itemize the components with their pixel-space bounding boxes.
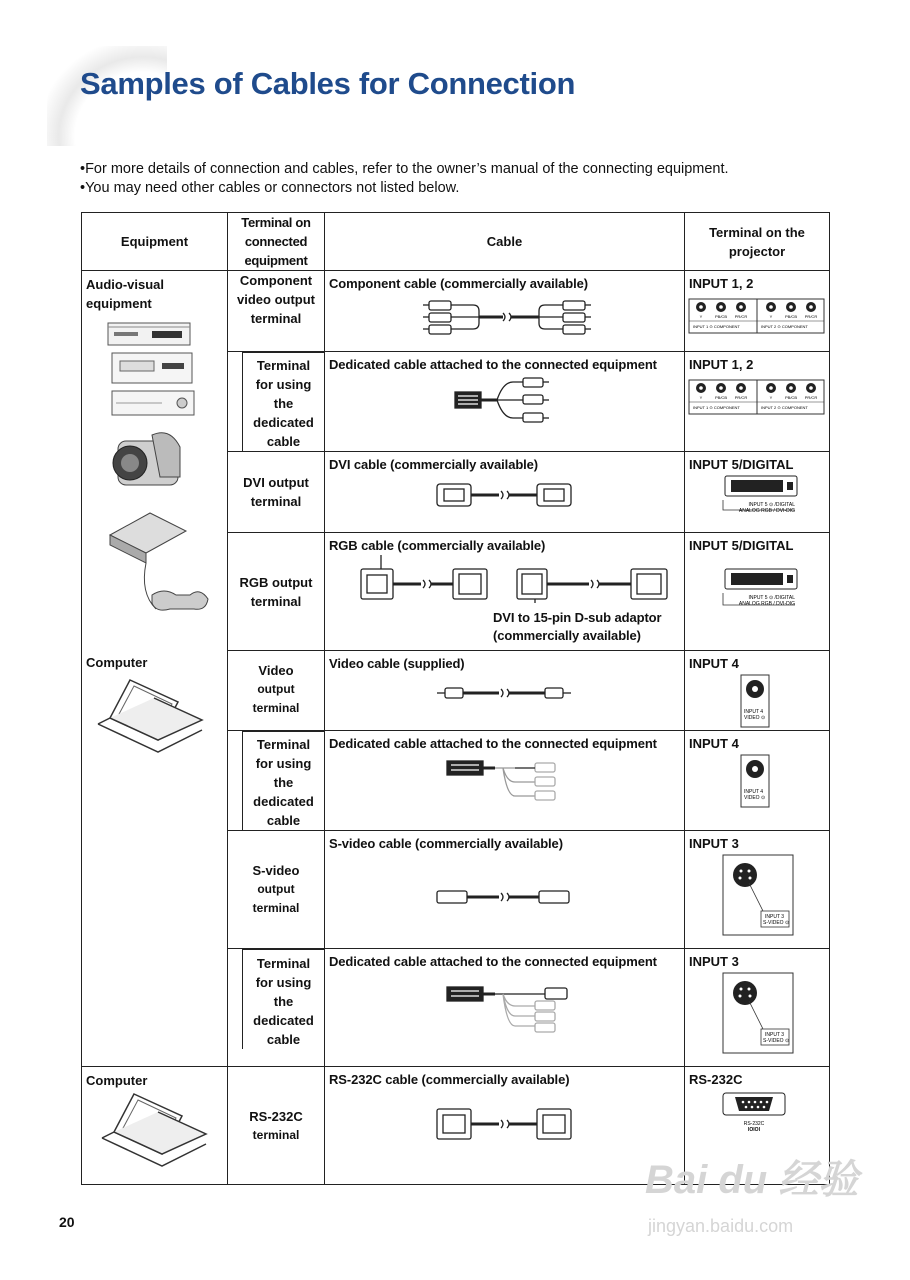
dvd-player-icon (108, 323, 190, 345)
dvi-cable-icon (325, 474, 685, 518)
svg-text:PR/CR: PR/CR (804, 314, 818, 319)
component-cable-icon (325, 293, 685, 343)
equipment-computer-label: Computer (86, 1073, 148, 1088)
svideo-cable-icon (325, 853, 685, 923)
svg-text:PR/CR: PR/CR (734, 314, 748, 319)
svg-text:PR/CR: PR/CR (734, 395, 748, 400)
component-panel-icon (685, 374, 830, 416)
rs232c-cable-icon (325, 1089, 685, 1159)
header-terminal-projector: Terminal on the projector (685, 213, 830, 271)
projector-input-label: INPUT 1, 2 (689, 357, 754, 372)
svg-text:INPUT 3: INPUT 3 (765, 1032, 785, 1038)
svg-text:INPUT 2 ⊙ COMPONENT: INPUT 2 ⊙ COMPONENT (761, 324, 808, 329)
rgb-cable-icon (325, 555, 685, 603)
video-jack-panel-icon (685, 753, 830, 809)
av-equipment-illustrations (82, 313, 228, 613)
equipment-av-label: Audio-visual equipment (86, 277, 165, 311)
svg-text:INPUT 3: INPUT 3 (765, 914, 785, 920)
rs232c-port-icon (685, 1089, 830, 1149)
cable-dedicated-video: Dedicated cable attached to the connected equipment (325, 731, 685, 831)
svg-text:INPUT 4: INPUT 4 (744, 709, 764, 715)
terminal-svideo-output: S-video output terminal (228, 831, 325, 949)
terminal-rgb-output: RGB output terminal (228, 533, 325, 651)
game-console-icon (110, 513, 208, 610)
table-row (82, 271, 830, 352)
svg-text:INPUT 1 ⊙ COMPONENT: INPUT 1 ⊙ COMPONENT (693, 405, 740, 410)
cable-component: Component cable (commercially available) (325, 271, 685, 352)
svg-text:VIDEO ⊙: VIDEO ⊙ (744, 715, 766, 721)
svg-text:PB/CB: PB/CB (784, 395, 798, 400)
projector-input-label: INPUT 3 (689, 954, 739, 969)
projector-terminal-cell (685, 651, 830, 731)
equipment-computer-cell (82, 1067, 228, 1185)
projector-input-label: INPUT 4 (689, 736, 739, 751)
projector-terminal-cell (685, 533, 830, 651)
adaptor-label: DVI to 15-pin D-sub adaptor (commercially available) (493, 610, 662, 643)
cable-video: Video cable (supplied) (325, 651, 685, 731)
svg-text:Y: Y (769, 395, 773, 400)
dedicated-svideo-cable-icon (325, 971, 685, 1041)
projector-input-label: INPUT 3 (689, 836, 739, 851)
note-bullet: •You may need other cables or connectors not listed below. (80, 180, 460, 196)
camcorder-icon (113, 433, 180, 485)
svg-text:INPUT 5 ⊙ /DIGITAL: INPUT 5 ⊙ /DIGITAL (748, 595, 795, 601)
svg-text:INPUT 2 ⊙ COMPONENT: INPUT 2 ⊙ COMPONENT (761, 405, 808, 410)
terminal-video-output: Video output terminal (228, 651, 325, 731)
terminal-dedicated: Terminal for using the dedicated cable (228, 352, 325, 452)
header-cable: Cable (325, 213, 685, 271)
svg-text:INPUT 1 ⊙ COMPONENT: INPUT 1 ⊙ COMPONENT (693, 324, 740, 329)
cable-dedicated-svideo: Dedicated cable attached to the connected equipment (325, 949, 685, 1067)
cable-rgb: RGB cable (commercially available) DVI to 15-pin D-sub adaptor (commercially available) (325, 533, 685, 651)
watermark-url: jingyan.baidu.com (648, 1216, 794, 1236)
laptop-icon (82, 1090, 228, 1174)
terminal-dedicated: Terminal for using the dedicated cable (228, 949, 325, 1067)
vcr-icon (112, 353, 192, 383)
terminal-dvi-output: DVI output terminal (228, 452, 325, 533)
rca-plug-right (563, 301, 591, 334)
svg-text:PB/CB: PB/CB (714, 395, 728, 400)
svg-text:PB/CB: PB/CB (784, 314, 798, 319)
terminal-dedicated: Terminal for using the dedicated cable (228, 731, 325, 831)
tuner-icon (112, 391, 194, 415)
projector-terminal-cell (685, 731, 830, 831)
projector-terminal-cell (685, 452, 830, 533)
projector-terminal-cell (685, 949, 830, 1067)
svg-text:IOIOI: IOIOI (748, 1127, 760, 1133)
svg-text:Y: Y (699, 395, 703, 400)
laptop-icon (82, 672, 228, 762)
cable-dedicated-component: Dedicated cable attached to the connected equipment (325, 352, 685, 452)
svg-text:PB/CB: PB/CB (714, 314, 728, 319)
cable-svideo: S-video cable (commercially available) (325, 831, 685, 949)
equipment-av-cell (82, 271, 228, 1067)
note-bullet: •For more details of connection and cables, refer to the owner’s manual of the connecting equipment. (80, 161, 729, 177)
projector-terminal-cell (685, 352, 830, 452)
projector-input-label: INPUT 5/DIGITAL (689, 457, 794, 472)
dedicated-component-cable-icon (325, 374, 685, 434)
video-cable-icon (325, 673, 685, 713)
svg-text:Y: Y (699, 314, 703, 319)
dedicated-video-cable-icon (325, 753, 685, 813)
svg-text:ANALOG RGB / DVI-DIG: ANALOG RGB / DVI-DIG (738, 508, 795, 514)
svideo-panel-icon (685, 971, 830, 1057)
svg-text:Y: Y (769, 314, 773, 319)
page-number: 20 (59, 1214, 75, 1230)
component-panel-icon (685, 293, 830, 335)
svg-text:INPUT 4: INPUT 4 (744, 789, 764, 795)
svg-text:VIDEO ⊙: VIDEO ⊙ (744, 795, 766, 801)
svideo-panel-icon (685, 853, 830, 939)
cable-rs232c: RS-232C cable (commercially available) (325, 1067, 685, 1185)
terminal-component-video: Component video output terminal (228, 271, 325, 352)
dvi-panel-icon (685, 555, 830, 615)
header-equipment: Equipment (82, 213, 228, 271)
projector-input-label: INPUT 5/DIGITAL (689, 538, 794, 553)
intro-notes (80, 160, 729, 198)
watermark: Bai du 经验 (645, 1158, 859, 1202)
projector-input-label: INPUT 1, 2 (689, 276, 754, 291)
projector-input-label: RS-232C (689, 1072, 743, 1087)
rca-plug-left (423, 301, 451, 334)
svg-text:INPUT 5 ⊙ /DIGITAL: INPUT 5 ⊙ /DIGITAL (748, 502, 795, 508)
projector-terminal-cell (685, 271, 830, 352)
svg-text:ANALOG RGB / DVI-DIG: ANALOG RGB / DVI-DIG (738, 601, 795, 607)
cable-dvi: DVI cable (commercially available) (325, 452, 685, 533)
svg-text:S-VIDEO ⊙: S-VIDEO ⊙ (763, 1038, 790, 1044)
projector-input-label: INPUT 4 (689, 656, 739, 671)
header-terminal-connected: Terminal on connected equipment (228, 213, 325, 271)
svg-text:S-VIDEO ⊙: S-VIDEO ⊙ (763, 920, 790, 926)
terminal-rs232c: RS-232C terminal (228, 1067, 325, 1185)
page-title: Samples of Cables for Connection (80, 66, 576, 101)
dvi-panel-icon (685, 474, 830, 522)
video-jack-panel-icon (685, 673, 830, 729)
table-header-row (82, 213, 830, 271)
cable-table (81, 212, 830, 1185)
svg-text:PR/CR: PR/CR (804, 395, 818, 400)
equipment-computer-label: Computer (86, 655, 148, 670)
svg-text:RS-232C: RS-232C (743, 1121, 765, 1127)
projector-terminal-cell (685, 831, 830, 949)
